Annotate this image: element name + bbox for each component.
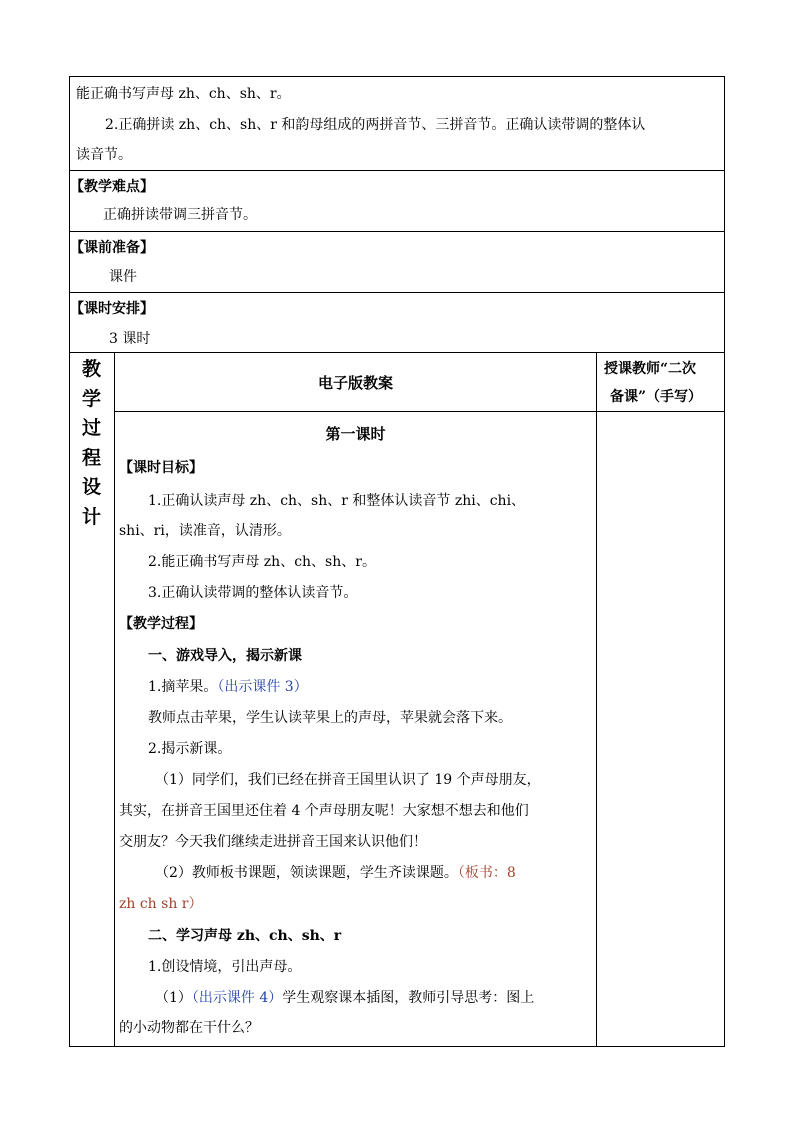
paragraph-line: （1）同学们，我们已经在拼音王国里认识了 19 个声母朋友，: [155, 772, 541, 788]
goal-heading: 【课时目标】: [119, 460, 203, 476]
goal-item: 3.正确认读带调的整体认读音节。: [148, 585, 358, 601]
slide-note: （出示课件 3）: [217, 679, 308, 695]
teacher-notes-header-line2: 备课”（手写）: [610, 389, 703, 405]
slide-note: （出示课件 4）: [191, 990, 283, 1006]
table-border-top: [69, 76, 725, 77]
teacher-notes-header-line1: 授课教师“二次: [604, 361, 697, 377]
row-divider: [69, 352, 725, 353]
goal-item: shi、ri，读准音，认清形。: [119, 523, 291, 539]
paragraph-text: 学生观察课本插图，教师引导思考：图上: [282, 990, 535, 1006]
preparation-heading: 【课前准备】: [70, 240, 154, 256]
process-design-label: [70, 355, 113, 532]
process-heading: 【教学过程】: [119, 616, 203, 632]
objective-line: 读音节。: [76, 147, 132, 163]
board-note-continued: zh ch sh r）: [119, 896, 203, 912]
row-divider: [69, 170, 725, 171]
row-divider: [69, 231, 725, 232]
section-title: 一、游戏导入，揭示新课: [148, 648, 302, 664]
column-divider-right: [596, 352, 597, 1047]
step-text: 1.摘苹果。: [148, 679, 218, 695]
paragraph-text: （1）: [155, 990, 192, 1006]
goal-item: 2.能正确书写声母 zh、ch、sh、r。: [148, 554, 376, 570]
goal-item: 1.正确认读声母 zh、ch、sh、r 和整体认读音节 zhi、chi、: [148, 493, 526, 509]
paragraph-line: [155, 988, 534, 1008]
column-divider-left: [114, 352, 115, 1047]
preparation-text: 课件: [109, 269, 137, 285]
paragraph-line: [155, 863, 516, 883]
schedule-text: 3 课时: [109, 331, 151, 347]
section-title: 二、学习声母 zh、ch、sh、r: [148, 928, 342, 944]
electronic-plan-header: 电子版教案: [317, 374, 393, 392]
step-desc: 教师点击苹果，学生认读苹果上的声母，苹果就会落下来。: [148, 710, 512, 726]
row-divider: [69, 292, 725, 293]
step-item: 1.创设情境，引出声母。: [148, 959, 302, 975]
table-border-bottom: [69, 1046, 725, 1047]
schedule-heading: 【课时安排】: [70, 301, 154, 317]
header-divider: [114, 411, 725, 412]
difficulty-text: 正确拼读带调三拼音节。: [103, 207, 257, 223]
board-note: （板书：8: [457, 865, 516, 881]
label-char: 学: [81, 387, 101, 410]
paragraph-line: 其实，在拼音王国里还住着 4 个声母朋友呢！大家想不想去和他们: [119, 803, 529, 819]
table-border-left: [69, 76, 70, 1047]
objective-line: 2.正确拼读 zh、ch、sh、r 和韵母组成的两拼音节、三拼音节。正确认读带调的整体认: [105, 117, 646, 133]
table-border-right: [724, 76, 725, 1047]
label-char: 设: [81, 476, 101, 498]
label-char: 程: [81, 446, 101, 469]
label-char: 过: [81, 417, 101, 439]
paragraph-text: （2）教师板书课题，领读课题，学生齐读课题。: [155, 865, 458, 881]
label-char: 教: [81, 358, 101, 380]
paragraph-line: 交朋友？今天我们继续走进拼音王国来认识他们！: [119, 834, 427, 850]
difficulty-heading: 【教学难点】: [70, 179, 154, 195]
objective-line: 能正确书写声母 zh、ch、sh、r。: [76, 86, 291, 102]
paragraph-line: 的小动物都在干什么？: [119, 1020, 259, 1036]
step-item: 2.揭示新课。: [148, 741, 232, 757]
label-char: 计: [81, 505, 101, 528]
lesson-title: 第一课时: [325, 425, 386, 443]
step-item: [148, 677, 308, 697]
